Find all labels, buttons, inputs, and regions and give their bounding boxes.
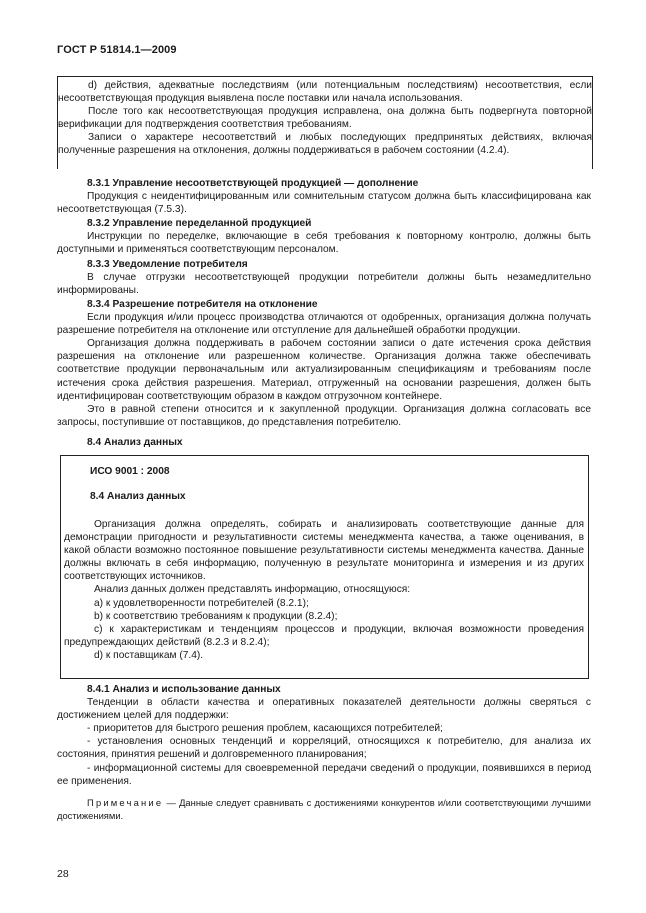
list-item: - приоритетов для быстрого решения проблем, касающихся потребителей; bbox=[87, 723, 443, 735]
frame-paragraph-1: d) действия, адекватные последствиям (или потенциальным последствиям) несоответствия, если несоответствующая продукция выявлена после поставки или начала использования. bbox=[58, 80, 592, 105]
section-8-3-1-title: 8.3.1 Управление несоответствующей продукцией — дополнение bbox=[87, 178, 419, 189]
list-item: - информационной системы для своевременной передачи сведений о продукции, появившихся в период ее применения. bbox=[57, 762, 591, 787]
section-8-4-1-title: 8.4.1 Анализ и использование данных bbox=[87, 684, 281, 695]
iso-list-item: b) к соответствию требованиям к продукции (8.2.4); bbox=[94, 610, 338, 622]
iso-paragraph-2: Анализ данных должен представлять информацию, относящуюся: bbox=[94, 584, 411, 596]
document-header: ГОСТ Р 51814.1—2009 bbox=[57, 44, 177, 56]
section-8-3-1-text: Продукция с неидентифицированным или сомнительным статусом должна быть классифицирована как несоответствующая (7.5.3). bbox=[57, 191, 591, 216]
section-8-4-title: 8.4 Анализ данных bbox=[87, 437, 183, 448]
note bbox=[57, 797, 591, 822]
note-text: — Данные следует сравнивать с достижениями конкурентов и/или соответствующими лучшими достижениями. bbox=[57, 797, 591, 821]
iso-list-item: d) к поставщикам (7.4). bbox=[94, 649, 204, 661]
list-item: - установления основных тенденций и корреляций, относящихся к потребителю, для анализа их состояния, принятия решений и долговременного планирования; bbox=[57, 736, 591, 761]
section-8-3-4-title: 8.3.4 Разрешение потребителя на отклонение bbox=[87, 299, 318, 310]
iso-standard-label: ИСО 9001 : 2008 bbox=[90, 466, 170, 477]
section-8-3-2 bbox=[57, 217, 591, 256]
section-8-3-1 bbox=[57, 177, 591, 216]
section-8-3-2-title: 8.3.2 Управление переделанной продукцией bbox=[87, 218, 312, 229]
iso-list-item: c) к характеристикам и тенденциям процессов и продукции, включая возможности проведения предупреждающих действий (8.2.3 и 8.2.4); bbox=[64, 623, 584, 648]
section-8-4-1 bbox=[57, 683, 591, 788]
iso-paragraph-1: Организация должна определять, собирать и анализировать соответствующие данные для демонстрации пригодности и результативности системы менеджмента качества, а также оценивания, в какой области возможно постоянное повышение результативности системы менеджмента качества. Данные должны включать в себя информацию, полученную в результате мониторинга и измерения и из других соответствующих источников. bbox=[64, 519, 584, 583]
section-8-4 bbox=[57, 436, 591, 449]
section-8-3-3-title: 8.3.3 Уведомление потребителя bbox=[87, 259, 248, 270]
frame-paragraph-3: Записи о характере несоответствий и любых последующих предпринятых действиях, включая полученные разрешения на отклонения, должны поддерживаться в рабочем состоянии (4.2.4). bbox=[58, 132, 592, 157]
page-number: 28 bbox=[57, 868, 69, 880]
section-8-3-3 bbox=[57, 258, 591, 297]
section-8-3-4-paragraph-2: Организация должна поддерживать в рабочем состоянии записи о дате истечения срока действия разрешения на отклонение или разрешенном количестве. Организация должна также обеспечивать соответствие продукции первоначальным или актуализированным спецификациям и требованиям после истечения срока действия разрешения. Материал, отгруженный на основании разрешения, должен быть идентифицирован соответствующим образом в каждом отгрузочном контейнере. bbox=[57, 338, 591, 402]
section-8-3-2-text: Инструкции по переделке, включающие в себя требования к повторному контролю, должны быть доступными и применяться соответствующим персоналом. bbox=[57, 231, 591, 256]
section-8-3-4 bbox=[57, 298, 591, 429]
section-8-3-4-paragraph-1: Если продукция и/или процесс производства отличаются от одобренных, организация должна получать разрешение потребителя на отклонение или отступление для дальнейшей обработки продукции. bbox=[57, 312, 591, 337]
continued-text-frame bbox=[57, 76, 593, 169]
frame-paragraph-2: После того как несоответствующая продукция исправлена, она должна быть подвергнута повторной верификации для подтверждения соответствия требованиям. bbox=[58, 106, 592, 131]
iso-9001-quote-box bbox=[60, 455, 589, 679]
iso-section-title: 8.4 Анализ данных bbox=[90, 491, 186, 502]
iso-list-item: a) к удовлетворенности потребителей (8.2.1); bbox=[94, 597, 309, 609]
iso-box-body bbox=[64, 518, 584, 662]
section-8-3-3-text: В случае отгрузки несоответствующей продукции потребители должны быть незамедлительно информированы. bbox=[57, 272, 591, 297]
note-label: Примечание bbox=[87, 797, 164, 808]
section-8-3-4-paragraph-3: Это в равной степени относится и к закупленной продукции. Организация должна согласовать все запросы, поступившие от поставщиков, до представления потребителю. bbox=[57, 403, 591, 428]
section-8-4-1-intro: Тенденции в области качества и оперативных показателей деятельности должны сверяться с достижением целей для поддержки: bbox=[57, 697, 591, 722]
